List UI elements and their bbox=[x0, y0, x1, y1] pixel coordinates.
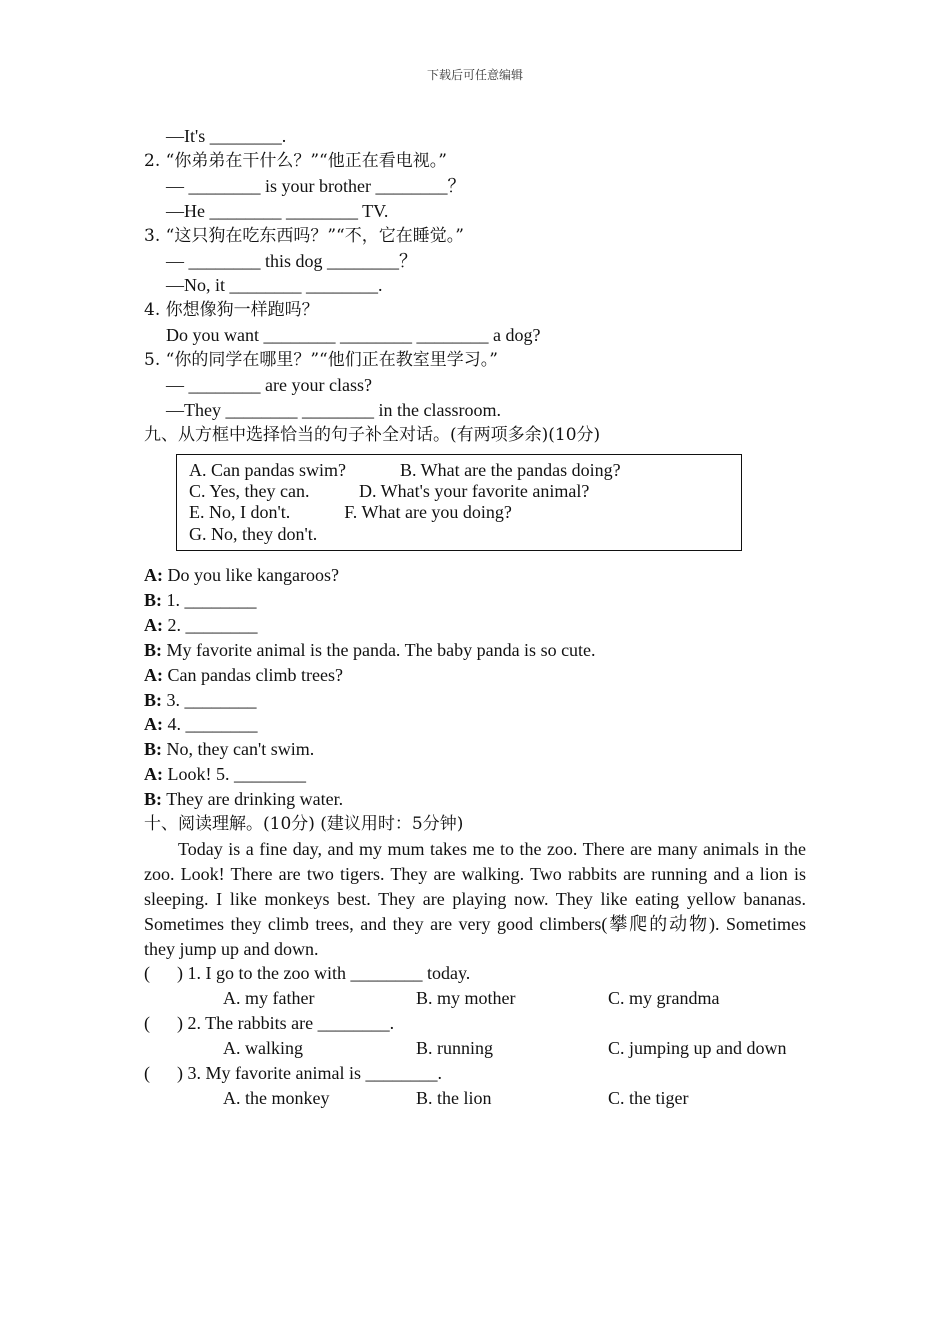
dialogue-text: 3. ________ bbox=[166, 689, 257, 710]
dialogue-text: 4. ________ bbox=[167, 714, 258, 735]
question-stem: ( ) 1. I go to the zoo with ________ today. bbox=[144, 963, 471, 984]
speaker-label: A: bbox=[144, 564, 163, 585]
dialogue-line bbox=[144, 688, 806, 713]
speaker-label: B: bbox=[144, 689, 162, 710]
options-box bbox=[176, 454, 742, 551]
choice-row bbox=[144, 1036, 806, 1061]
dialogue-line bbox=[144, 613, 806, 638]
dialogue-text: My favorite animal is the panda. The baby panda is so cute. bbox=[166, 639, 596, 660]
dialogue-line bbox=[144, 762, 806, 787]
question-4-prompt: 4. 你想像狗一样跑吗？ bbox=[144, 300, 319, 321]
question-5-line-2: —They ________ ________ in the classroom. bbox=[166, 399, 501, 420]
dialogue-text: Do you like kangaroos? bbox=[167, 564, 339, 585]
reading-passage: Today is a fine day, and my mum takes me to the zoo. There are many animals in the zoo. Look! There are two tigers. They are walking. Two rabbits are running and a lion is sleeping. I like monkeys best. They are playing now. They like eating yellow bananas. Sometimes they climb trees, and they are very good climbers(攀爬的动物). Sometimes they jump up and down. bbox=[144, 838, 806, 959]
section-10-title: 十、阅读理解。(10分) (建议用时：5分钟) bbox=[144, 814, 464, 835]
question-2-prompt: 2. “你弟弟在干什么？”“他正在看电视。” bbox=[144, 150, 447, 171]
dialogue-text: Look! 5. ________ bbox=[167, 764, 306, 785]
question-stem: ( ) 2. The rabbits are ________. bbox=[144, 1013, 395, 1034]
dialogue-text: 2. ________ bbox=[167, 614, 258, 635]
worksheet-content bbox=[144, 124, 806, 1111]
question-3-prompt: 3. “这只狗在吃东西吗？”“不，它在睡觉。” bbox=[144, 225, 464, 246]
choice-a: A. my father bbox=[223, 988, 315, 1009]
question-5-prompt: 5. “你的同学在哪里？”“他们正在教室里学习。” bbox=[144, 350, 498, 371]
choice-c: C. jumping up and down bbox=[608, 1038, 787, 1059]
speaker-label: A: bbox=[144, 614, 163, 635]
speaker-label: B: bbox=[144, 589, 162, 610]
section-9-title: 九、从方框中选择恰当的句子补全对话。(有两项多余)(10分) bbox=[144, 424, 601, 445]
options-row-3: E. No, I don't. F. What are you doing? bbox=[189, 502, 512, 523]
options-row-1: A. Can pandas swim? B. What are the pandas doing? bbox=[189, 459, 621, 480]
reading-questions bbox=[144, 961, 806, 1110]
dialogue-line bbox=[144, 663, 806, 688]
choice-row bbox=[144, 1086, 806, 1111]
speaker-label: A: bbox=[144, 664, 163, 685]
choice-row bbox=[144, 986, 806, 1011]
dialogue-text: 1. ________ bbox=[166, 589, 257, 610]
page-header: 下载后可任意编辑 bbox=[426, 68, 523, 82]
question-2-line-2: —He ________ ________ TV. bbox=[166, 200, 389, 221]
choice-b: B. the lion bbox=[416, 1088, 492, 1108]
question-2-line-1: — ________ is your brother ________？ bbox=[166, 175, 466, 196]
dialogue-line bbox=[144, 638, 806, 663]
choice-b: B. running bbox=[416, 1038, 494, 1059]
question-3-line-2: —No, it ________ ________. bbox=[166, 275, 383, 296]
options-row-2: C. Yes, they can. D. What's your favorite animal? bbox=[189, 481, 590, 502]
question-3-line-1: — ________ this dog ________？ bbox=[166, 250, 418, 271]
dialogue-text: They are drinking water. bbox=[166, 789, 344, 810]
dialogue-line bbox=[144, 712, 806, 737]
dialogue-line bbox=[144, 563, 806, 588]
dialogue-line bbox=[144, 787, 806, 812]
question-4-line-1: Do you want ________ ________ ________ a dog? bbox=[166, 325, 541, 346]
speaker-label: A: bbox=[144, 714, 163, 735]
dialogue bbox=[144, 563, 806, 812]
speaker-label: B: bbox=[144, 789, 162, 810]
answer-line: —It's ________. bbox=[166, 126, 287, 146]
choice-c: C. the tiger bbox=[608, 1088, 689, 1108]
choice-a: A. the monkey bbox=[223, 1088, 330, 1108]
question-5-line-1: — ________ are your class? bbox=[166, 375, 372, 396]
options-row-4: G. No, they don't. bbox=[189, 523, 318, 544]
choice-b: B. my mother bbox=[416, 988, 516, 1009]
dialogue-text: No, they can't swim. bbox=[166, 739, 315, 760]
dialogue-line bbox=[144, 588, 806, 613]
choice-c: C. my grandma bbox=[608, 988, 720, 1009]
dialogue-text: Can pandas climb trees? bbox=[167, 664, 343, 685]
speaker-label: B: bbox=[144, 639, 162, 660]
question-stem: ( ) 3. My favorite animal is ________. bbox=[144, 1063, 442, 1084]
speaker-label: B: bbox=[144, 739, 162, 760]
dialogue-line bbox=[144, 737, 806, 762]
choice-a: A. walking bbox=[223, 1038, 303, 1059]
speaker-label: A: bbox=[144, 764, 163, 785]
